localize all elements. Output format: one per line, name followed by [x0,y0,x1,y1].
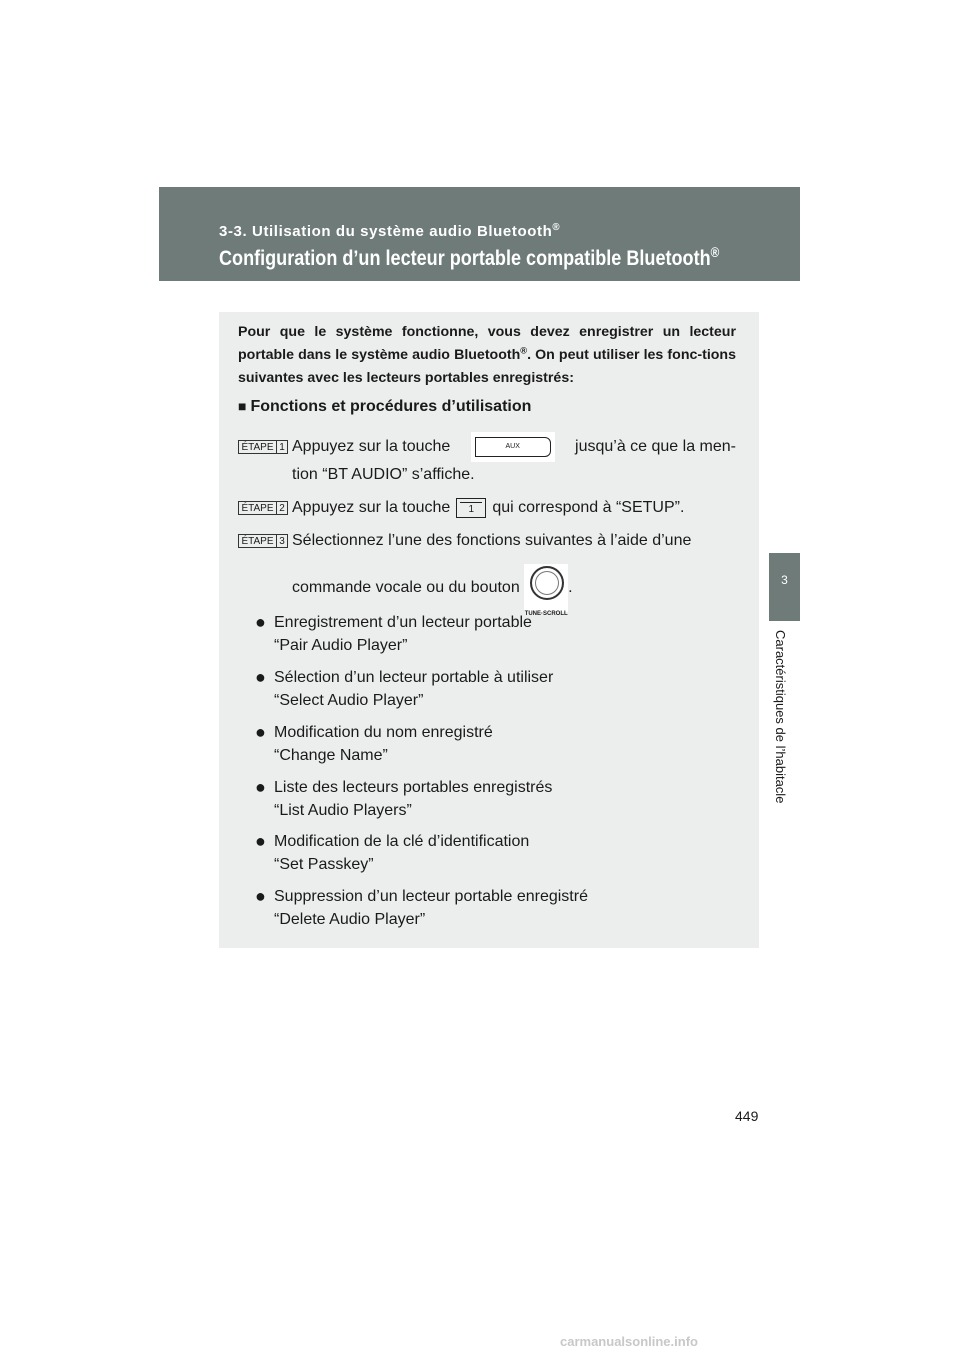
tune-scroll-knob-icon: TUNE·SCROLL [524,564,568,612]
aux-button-icon: AUX [471,432,555,462]
step-badge-3: ÉTAPE 3 [238,534,288,548]
step-3: Sélectionnez l’une des fonctions suivantes à l’aide d’une commande vocale ou du bouton TUNE·SCROLL . [292,532,692,617]
watermark-footer: carmanualsonline.info [560,1334,698,1349]
step-badge-1: ÉTAPE 1 [238,440,288,454]
step-2: Appuyez sur la touche 1 qui correspond à “SETUP”. [292,499,685,516]
content-box: Pour que le système fonctionne, vous devez enregistrer un lecteur portable dans le système audio Bluetooth®. On peut utiliser les fonc-tions suivantes avec les lecteurs portables enregistrés: ■ Fonctions et procédures d’utilisation ÉTAPE 1 Appuyez sur la touche AUX jusqu’à ce que la men- tion “BT AUDIO” s’affiche. ÉTAPE 2 Appuyez sur la touche 1 qui correspond à “SETUP”. ÉTAPE 3 Sélectionnez l’une des fonctions suivantes à l’aide d’une commande vocale ou du bouton TUNE·SCROLL . ● Enregistrement d’un lecteur portable “Pair Audio Player” ● Sélection d’un lecteur portable à utiliser “Select Audio Player” ● Modification du nom enregistré “Change Name” ● Liste des lecteurs portables enregistrés “List Audio Players” ● Modification de la clé d’identification “Set Passkey” ● Suppression d’un lecteur portable enregistré “Delete Audio Player” [219,312,759,948]
section-header [159,187,800,281]
section-heading: ■ Fonctions et procédures d’utilisation [238,398,532,415]
chapter-tab: 3 [769,553,800,621]
step-1: Appuyez sur la touche AUX jusqu’à ce que la men- tion “BT AUDIO” s’affiche. [292,432,736,488]
intro-paragraph: Pour que le système fonctionne, vous devez enregistrer un lecteur portable dans le système audio Bluetooth®. On peut utiliser les fonc-tions suivantes avec les lecteurs portables enregistrés: [238,324,736,386]
preset-button-1-icon: 1 [456,498,486,518]
step-badge-2: ÉTAPE 2 [238,501,288,515]
square-bullet-icon: ■ [238,398,247,414]
page-number: 449 [735,1108,759,1124]
chapter-label: Caractéristiques de l’habitacle [773,630,788,804]
page-title: Configuration d’un lecteur portable compatible Bluetooth® [219,245,720,270]
section-subtitle: 3-3. Utilisation du système audio Bluetooth® [219,222,561,240]
